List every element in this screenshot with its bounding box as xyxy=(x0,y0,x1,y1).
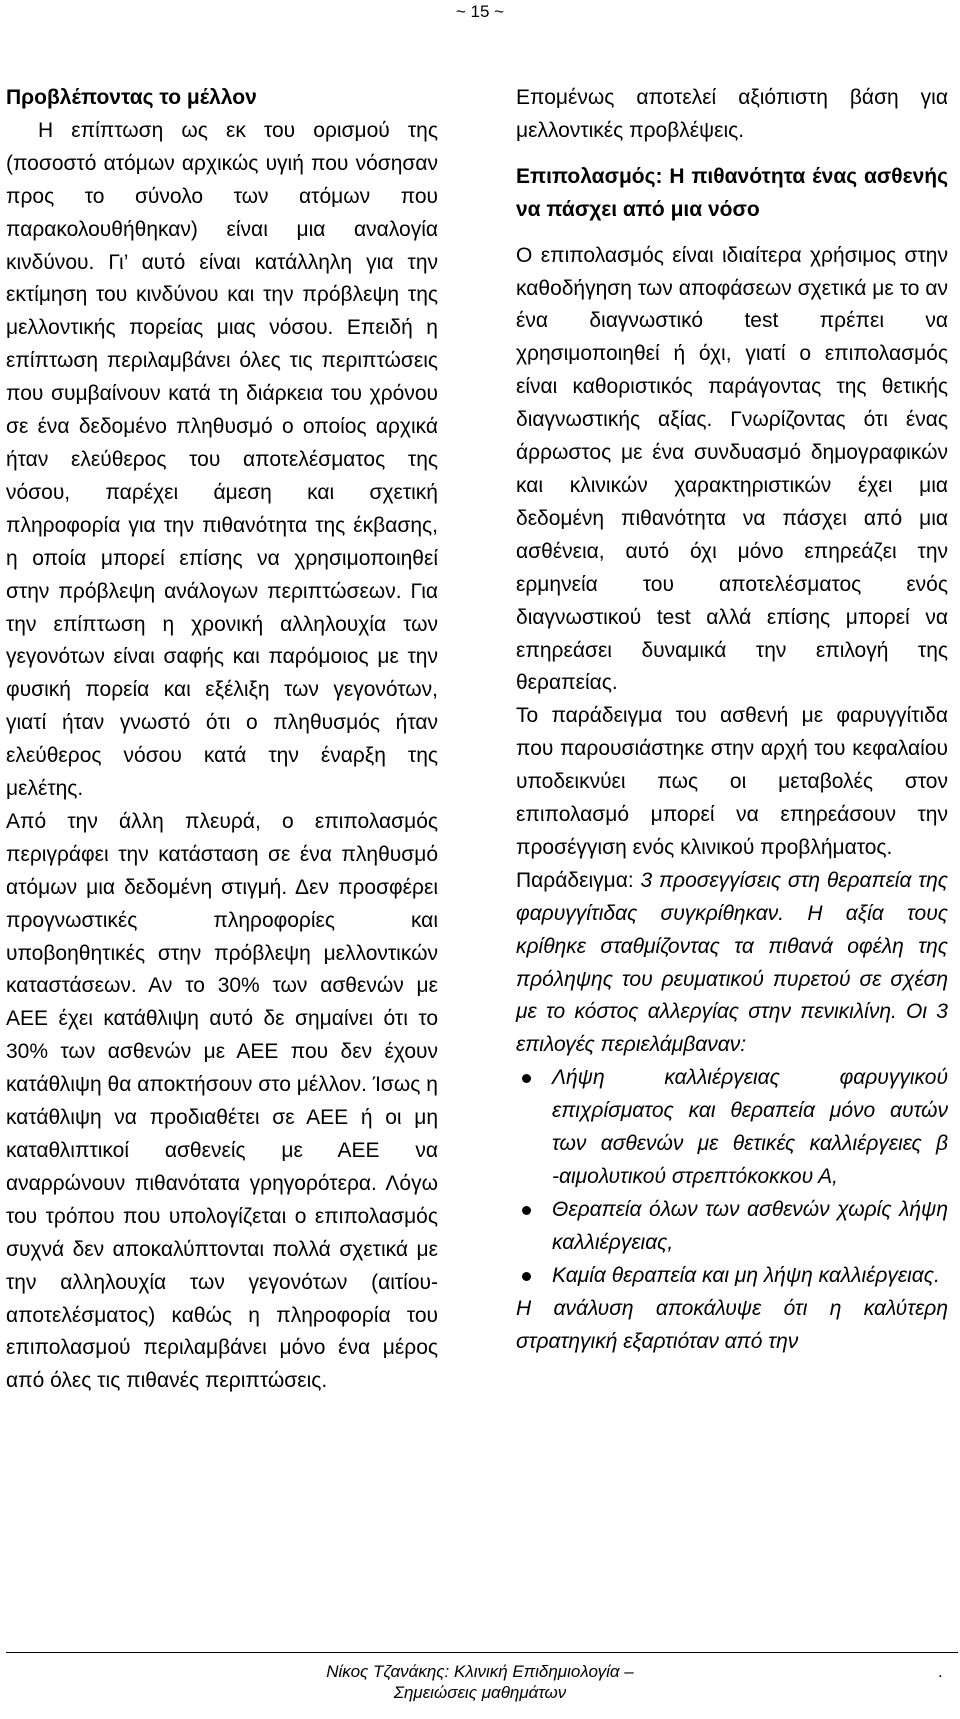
section-heading: Επιπολασμός: Η πιθανότητα ένας ασθενής να πάσχει από μια νόσο xyxy=(516,164,948,221)
footer-divider xyxy=(6,1652,958,1653)
example-paragraph xyxy=(516,865,948,1062)
bullet-icon xyxy=(522,1074,531,1083)
page-number: ~ 15 ~ xyxy=(455,2,505,21)
example-label: Παράδειγμα: xyxy=(516,868,634,892)
paragraph: Η επίπτωση ως εκ του ορισμού της (ποσοστό ατόμων αρχικώς υγιή που νόσησαν προς το σύνολο των ατόμων που παρακολουθήθηκαν) είναι μια αναλογία κινδύνου. Γι’ αυτό είναι κατάλληλη για την εκτίμηση του κινδύνου και την πρόβλεψη της μελλοντικής πορείας μιας νόσου. Επειδή η επίπτωση περιλαμβάνει όλες τις περιπτώσεις που συμβαίνουν κατά τη διάρκεια του χρόνου σε ένα δεδομένο πληθυσμό ο οποίος αρχικά ήταν ελεύθερος του αποτελέσματος της νόσου, παρέχει άμεση και σχετική πληροφορία για την πιθανότητα της έκβασης, η οποία μπορεί επίσης να χρησιμοποιηθεί στην πρόβλεψη ανάλογων περιπτώσεων. Για την επίπτωση η χρονική αλληλουχία των γεγονότων είναι σαφής και παρόμοιος με την φυσική πορεία και εξέλιξη των γεγονότων, γιατί ήταν γνωστό ότι ο πληθυσμός ήταν ελεύθερος νόσου κατά την έναρξη της μελέτης. xyxy=(6,118,438,801)
list-item: Λήψη καλλιέργειας φαρυγγικού επιχρίσματος και θεραπεία μόνο αυτών των ασθενών με θετικές καλλιέργειες β -αιμολυτικού στρεπτόκοκκου Α, xyxy=(516,1062,948,1194)
closing-paragraph: Η ανάλυση αποκάλυψε ότι η καλύτερη στρατηγική εξαρτιόταν από την xyxy=(516,1296,948,1353)
footer xyxy=(0,1661,960,1703)
paragraph: Από την άλλη πλευρά, ο επιπολασμός περιγράφει την κατάσταση σε ένα πληθυσμό ατόμων μια δεδομένη στιγμή. Δεν προσφέρει προγνωστικές πληροφορίες και υποβοηθητικές στην πρόβλεψη μελλοντικών καταστάσεων. Αν το 30% των ασθενών με ΑΕΕ έχει κατάθλιψη αυτό δε σημαίνει ότι το 30% των ασθενών με ΑΕΕ που δεν έχουν κατάθλιψη θα αποκτήσουν στο μέλλον. Ίσως η κατάθλιψη να προδιαθέτει σε ΑΕΕ ή οι μη καταθλιπτικοί ασθενείς με ΑΕΕ να αναρρώνουν πιθανότατα γρηγορότερα. Λόγω του τρόπου που υπολογίζεται ο επιπολασμός συχνά δεν αποκαλύπτονται πολλά σχετικά με την αλληλουχία των γεγονότων (αιτίου-αποτελέσματος) καθώς η πληροφορία του επιπολασμού περιλαμβάνει μόνο ένα μέρος από όλες τις πιθανές περιπτώσεις. xyxy=(6,809,438,1393)
left-column xyxy=(6,82,438,1398)
list-item: Θεραπεία όλων των ασθενών χωρίς λήψη καλλιέργειας, xyxy=(516,1194,948,1260)
footer-dot: . xyxy=(938,1662,943,1681)
paragraph: Το παράδειγμα του ασθενή με φαρυγγίτιδα που παρουσιάστηκε στην αρχή του κεφαλαίου υποδεικνύει πως οι μεταβολές στον επιπολασμό μπορεί να επηρεάσουν την προσέγγιση ενός κλινικού προβλήματος. xyxy=(516,704,948,859)
bullet-icon xyxy=(522,1272,531,1281)
right-column xyxy=(516,82,948,1358)
footer-author: Νίκος Τζανάκης: Κλινική Επιδημιολογία – xyxy=(326,1662,634,1681)
footer-subtitle: Σημειώσεις μαθημάτων xyxy=(393,1683,567,1702)
paragraph: Ο επιπολασμός είναι ιδιαίτερα χρήσιμος στην καθοδήγηση των αποφάσεων σχετικά με το αν ένα διαγνωστικό test πρέπει να χρησιμοποιηθεί ή όχι, γιατί ο επιπολασμός είναι καθοριστικός παράγοντας της θετικής διαγνωστικής αξίας. Γνωρίζοντας ότι ένας άρρωστος με ένα συνδυασμό δημογραφικών και κλινικών χαρακτηριστικών έχει μια δεδομένη πιθανότητα να πάσχει από μια ασθένεια, αυτό όχι μόνο επηρεάζει την ερμηνεία του αποτελέσματος ενός διαγνωστικού test αλλά επίσης μπορεί να επηρεάσει δυναμικά την επιλογή της θεραπείας. xyxy=(516,243,948,695)
bullet-icon xyxy=(522,1206,531,1215)
paragraph: Επομένως αποτελεί αξιόπιστη βάση για μελλοντικές προβλέψεις. xyxy=(516,86,948,142)
options-list xyxy=(516,1062,948,1292)
list-item: Καμία θεραπεία και μη λήψη καλλιέργειας. xyxy=(516,1260,948,1293)
example-text: 3 προσεγγίσεις στη θεραπεία της φαρυγγίτιδας συγκρίθηκαν. Η αξία τους κρίθηκε σταθμίζοντας τα πιθανά οφέλη της πρόληψης του ρευματικού πυρετού σε σχέση με το κόστος αλλεργίας στην πενικιλίνη. Οι 3 επιλογές περιελάμβαναν: xyxy=(516,868,948,1057)
section-heading: Προβλέποντας το μέλλον xyxy=(6,86,257,109)
